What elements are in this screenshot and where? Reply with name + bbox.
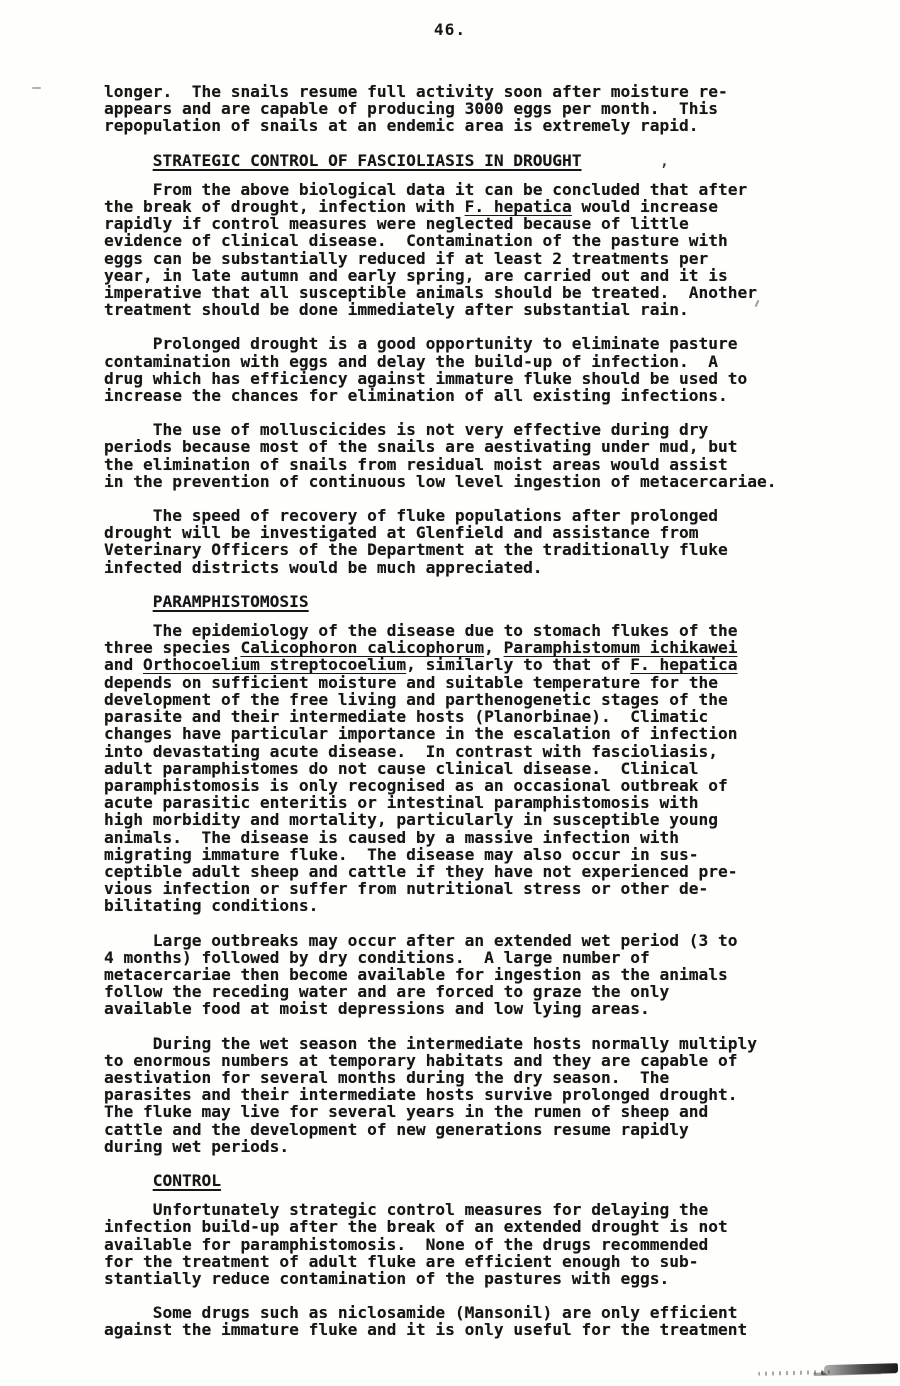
text-line: Unfortunately strategic control measures for delaying the: [152, 1200, 709, 1220]
text-line: paramphistomosis is only recognised as an occasional outbreak of: [104, 775, 728, 795]
text-line: high morbidity and mortality, particularly in susceptible young: [104, 810, 718, 830]
text-line: [104, 656, 844, 673]
text-line: Prolonged drought is a good opportunity to eliminate pasture: [152, 334, 738, 354]
text-line: animals. The disease is caused by a massive infection with: [104, 827, 679, 847]
text-line: [104, 198, 844, 215]
text-line: in the prevention of continuous low level ingestion of metacercariae.: [104, 471, 777, 491]
text-line: available food at moist depressions and low lying areas.: [104, 999, 650, 1019]
underlined-species-name: F. hepatica: [464, 197, 572, 217]
text-line: against the immature fluke and it is only useful for the treatment: [104, 1320, 748, 1340]
text-line: follow the receding water and are forced to graze the only: [104, 982, 670, 1002]
text-segment: three species: [104, 638, 241, 658]
text-line: adult paramphistomes do not cause clinical disease. Clinical: [104, 758, 699, 778]
text-line: During the wet season the intermediate hosts normally multiply: [152, 1033, 757, 1053]
text-line: The epidemiology of the disease due to stomach flukes of the: [152, 621, 738, 641]
text-line: year, in late autumn and early spring, are carried out and it is: [104, 265, 728, 285]
underlined-species-name: Paramphistomum ichikawei: [503, 638, 738, 658]
text-line: repopulation of snails at an endemic area is extremely rapid.: [104, 116, 699, 136]
text-line: during wet periods.: [104, 1136, 290, 1156]
heading-strategic-control: [104, 152, 844, 169]
text-line: appears and are capable of producing 3000 eggs per month. This: [104, 99, 718, 119]
text-line: evidence of clinical disease. Contamination of the pasture with: [104, 231, 728, 251]
paragraph-prolonged-drought: [104, 335, 844, 404]
text-line: increase the chances for elimination of all existing infections.: [104, 386, 728, 406]
text-line: migrating immature fluke. The disease may also occur in sus-: [104, 844, 699, 864]
text-line: contamination with eggs and delay the build-up of infection. A: [104, 351, 718, 371]
scan-smudge-blob: [824, 1363, 898, 1375]
text-line: cattle and the development of new generations resume rapidly: [104, 1119, 689, 1139]
heading-text: CONTROL: [152, 1170, 221, 1190]
paragraph-epidemiology: [104, 622, 844, 914]
document-body: [104, 83, 844, 1339]
text-line: infected districts would be much appreciated.: [104, 557, 543, 577]
paragraph-control-measures: [104, 1201, 844, 1287]
scan-artifact-dash: [32, 87, 41, 89]
text-line: for the treatment of adult fluke are efficient enough to sub-: [104, 1251, 699, 1271]
text-line: vious infection or suffer from nutritional stress or other de-: [104, 879, 709, 899]
text-line: Veterinary Officers of the Department at the traditionally fluke: [104, 540, 728, 560]
text-line: drug which has efficiency against immature fluke should be used to: [104, 368, 748, 388]
heading-text: STRATEGIC CONTROL OF FASCIOLIASIS IN DROUGHT: [152, 150, 582, 170]
text-line: 4 months) followed by dry conditions. A large number of: [104, 947, 650, 967]
text-line: infection build-up after the break of an extended drought is not: [104, 1217, 728, 1237]
underlined-species-name: Calicophoron calicophorum: [240, 638, 485, 658]
text-line: ceptible adult sheep and cattle if they have not experienced pre-: [104, 861, 738, 881]
text-line: acute parasitic enteritis or intestinal paramphistomosis with: [104, 793, 699, 813]
text-line: eggs can be substantially reduced if at least 2 treatments per: [104, 248, 709, 268]
text-line: The speed of recovery of fluke populations after prolonged: [152, 506, 718, 526]
paragraph-recovery-speed: [104, 507, 844, 576]
text-line: metacercariae then become available for ingestion as the animals: [104, 964, 728, 984]
text-line: parasite and their intermediate hosts (Planorbinae). Climatic: [104, 707, 709, 727]
text-line: to enormous numbers at temporary habitats and they are capable of: [104, 1050, 738, 1070]
text-segment: would increase: [571, 197, 718, 217]
heading-paramphistomosis: [104, 593, 844, 610]
stray-mark: ,: [659, 150, 670, 170]
scan-smudge-dots: [758, 1370, 830, 1376]
text-line: drought will be investigated at Glenfield and assistance from: [104, 523, 699, 543]
scan-smudge: [758, 1361, 898, 1379]
page-number: 46.: [433, 20, 467, 39]
underlined-species-name: Orthocoelium streptocoelium: [142, 655, 407, 675]
paragraph-niclosamide: [104, 1304, 844, 1338]
text-line: periods because most of the snails are aestivating under mud, but: [104, 437, 738, 457]
text-line: parasites and their intermediate hosts survive prolonged drought.: [104, 1085, 738, 1105]
text-line: stantially reduce contamination of the pastures with eggs.: [104, 1268, 670, 1288]
paragraph-molluscicides: [104, 421, 844, 490]
text-line: depends on sufficient moisture and suitable temperature for the: [104, 672, 718, 692]
text-line: imperative that all susceptible animals should be treated. Another: [104, 283, 757, 303]
text-line: longer. The snails resume full activity soon after moisture re-: [104, 82, 728, 101]
text-line: bilitating conditions.: [104, 896, 319, 916]
underlined-species-name: F. hepatica: [630, 655, 738, 675]
text-segment: , similarly to that of: [406, 655, 631, 675]
text-segment: and: [104, 655, 143, 675]
text-line: treatment should be done immediately after substantial rain.: [104, 300, 689, 320]
text-line: the elimination of snails from residual moist areas would assist: [104, 454, 728, 474]
text-segment: the break of drought, infection with: [104, 197, 465, 217]
paragraph-large-outbreaks: [104, 932, 844, 1018]
text-line: The use of molluscicides is not very effective during dry: [152, 420, 709, 440]
text-line: into devastating acute disease. In contrast with fascioliasis,: [104, 741, 718, 761]
text-line: development of the free living and parthenogenetic stages of the: [104, 689, 728, 709]
text-line: changes have particular importance in the escalation of infection: [104, 724, 738, 744]
text-line: Some drugs such as niclosamide (Mansonil) are only efficient: [152, 1303, 738, 1323]
text-line: From the above biological data it can be concluded that after: [152, 179, 748, 199]
text-line: Large outbreaks may occur after an extended wet period (3 to: [152, 930, 738, 950]
text-line: The fluke may live for several years in the rumen of sheep and: [104, 1102, 709, 1122]
text-segment: ,: [484, 638, 504, 658]
text-line: available for paramphistomosis. None of the drugs recommended: [104, 1234, 709, 1254]
paragraph-wet-season: [104, 1035, 844, 1155]
text-line: rapidly if control measures were neglected because of little: [104, 214, 689, 234]
text-line: [104, 639, 844, 656]
paragraph-snail-repopulation: [104, 83, 844, 135]
paragraph-break-of-drought: [104, 181, 844, 319]
heading-control: [104, 1172, 844, 1189]
text-line: aestivation for several months during the dry season. The: [104, 1067, 670, 1087]
heading-text: PARAMPHISTOMOSIS: [152, 591, 309, 611]
